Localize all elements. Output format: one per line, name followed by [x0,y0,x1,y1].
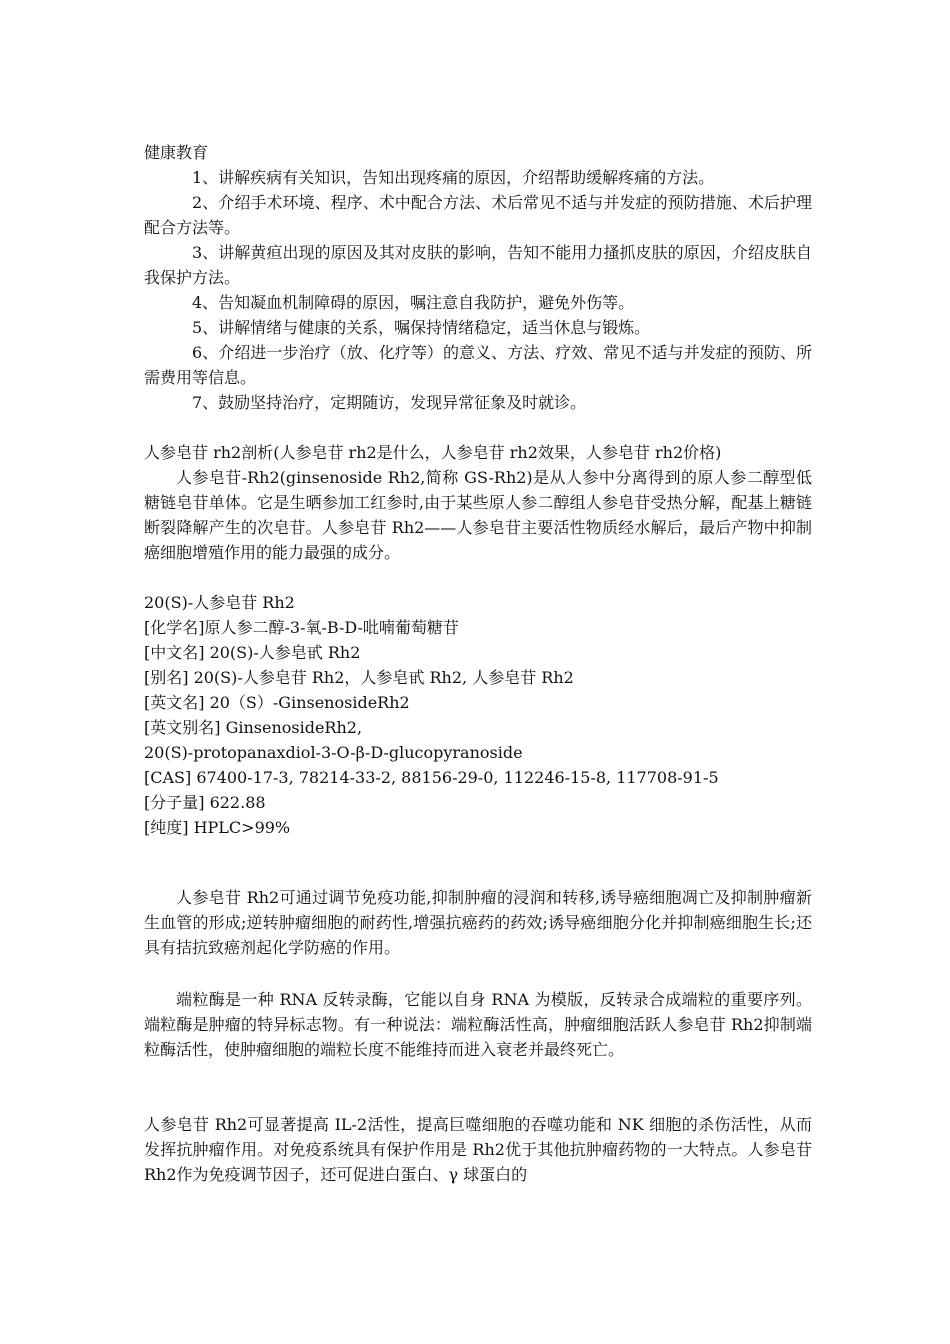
spec-line: [纯度] HPLC>99% [144,818,291,837]
il2-paragraph: 人参皂苷 Rh2可显著提高 IL-2活性，提高巨噬细胞的吞噬功能和 NK 细胞的杀伤活性，从而发挥抗肿瘤作用。对免疫系统具有保护作用是 Rh2优于其他抗肿瘤药物的一大特点。人参皂苷 Rh2作为免疫调节因子，还可促进白蛋白、γ 球蛋白的 [144,1115,812,1184]
spec-line: [CAS] 67400-17-3, 78214-33-2, 88156-29-0, 112246-15-8, 117708-91-5 [144,768,719,787]
rh2-intro-paragraph: 人参皂苷-Rh2(ginsenoside Rh2,简称 GS-Rh2)是从人参中分离得到的原人参二醇型低糖链皂苷单体。它是生晒参加工红参时,由于某些原人参二醇组人参皂苷受热分解，配基上糖链断裂降解产生的次皂苷。人参皂苷 Rh2——人参皂苷主要活性物质经水解后，最后产物中抑制癌细胞增殖作用的能力最强的成分。 [144,468,812,562]
health-education-heading: 健康教育 [144,143,209,162]
spec-line: [分子量] 622.88 [144,793,266,812]
immune-paragraph: 人参皂苷 Rh2可通过调节免疫功能,抑制肿瘤的浸润和转移,诱导癌细胞凋亡及抑制肿瘤新生血管的形成;逆转肿瘤细胞的耐药性,增强抗癌药的药效;诱导癌细胞分化并抑制癌细胞生长;还具有拮抗致癌剂起化学防癌的作用。 [144,888,812,957]
spec-line: 20(S)-protopanaxdiol-3-O-β-D-glucopyranoside [144,743,523,762]
spec-line: [别名] 20(S)-人参皂苷 Rh2，人参皂甙 Rh2, 人参皂苷 Rh2 [144,668,574,687]
health-education-item: 5、讲解情绪与健康的关系，嘱保持情绪稳定，适当休息与锻炼。 [192,318,651,337]
spec-line: [化学名]原人参二醇-3-氧-B-D-吡喃葡萄糖苷 [144,618,459,637]
rh2-analysis-title: 人参皂苷 rh2剖析(人参皂苷 rh2是什么，人参皂苷 rh2效果，人参皂苷 rh2价格) [144,443,722,462]
health-education-item: 7、鼓励坚持治疗，定期随访，发现异常征象及时就诊。 [192,393,587,412]
health-education-item: 4、告知凝血机制障碍的原因，嘱注意自我防护，避免外伤等。 [192,293,635,312]
spec-line: [英文别名] GinsenosideRh2, [144,718,363,737]
health-education-item: 2、介绍手术环境、程序、术中配合方法、术后常见不适与并发症的预防措施、术后护理配合方法等。 [144,193,812,237]
document-body [144,140,812,1187]
specs-title: 20(S)-人参皂苷 Rh2 [144,593,295,612]
telomerase-paragraph: 端粒酶是一种 RNA 反转录酶，它能以自身 RNA 为模版，反转录合成端粒的重要序列。端粒酶是肿瘤的特异标志物。有一种说法：端粒酶活性高，肿瘤细胞活跃人参皂苷 Rh2抑制端粒酶活性，使肿瘤细胞的端粒长度不能维持而进入衰老并最终死亡。 [144,990,812,1059]
health-education-item: 3、讲解黄疸出现的原因及其对皮肤的影响，告知不能用力搔抓皮肤的原因，介绍皮肤自我保护方法。 [144,243,812,287]
spec-line: [中文名] 20(S)-人参皂甙 Rh2 [144,643,361,662]
health-education-item: 6、介绍进一步治疗（放、化疗等）的意义、方法、疗效、常见不适与并发症的预防、所需费用等信息。 [144,343,812,387]
health-education-item: 1、讲解疾病有关知识，告知出现疼痛的原因，介绍帮助缓解疼痛的方法。 [192,168,715,187]
spec-line: [英文名] 20（S）-GinsenosideRh2 [144,693,410,712]
